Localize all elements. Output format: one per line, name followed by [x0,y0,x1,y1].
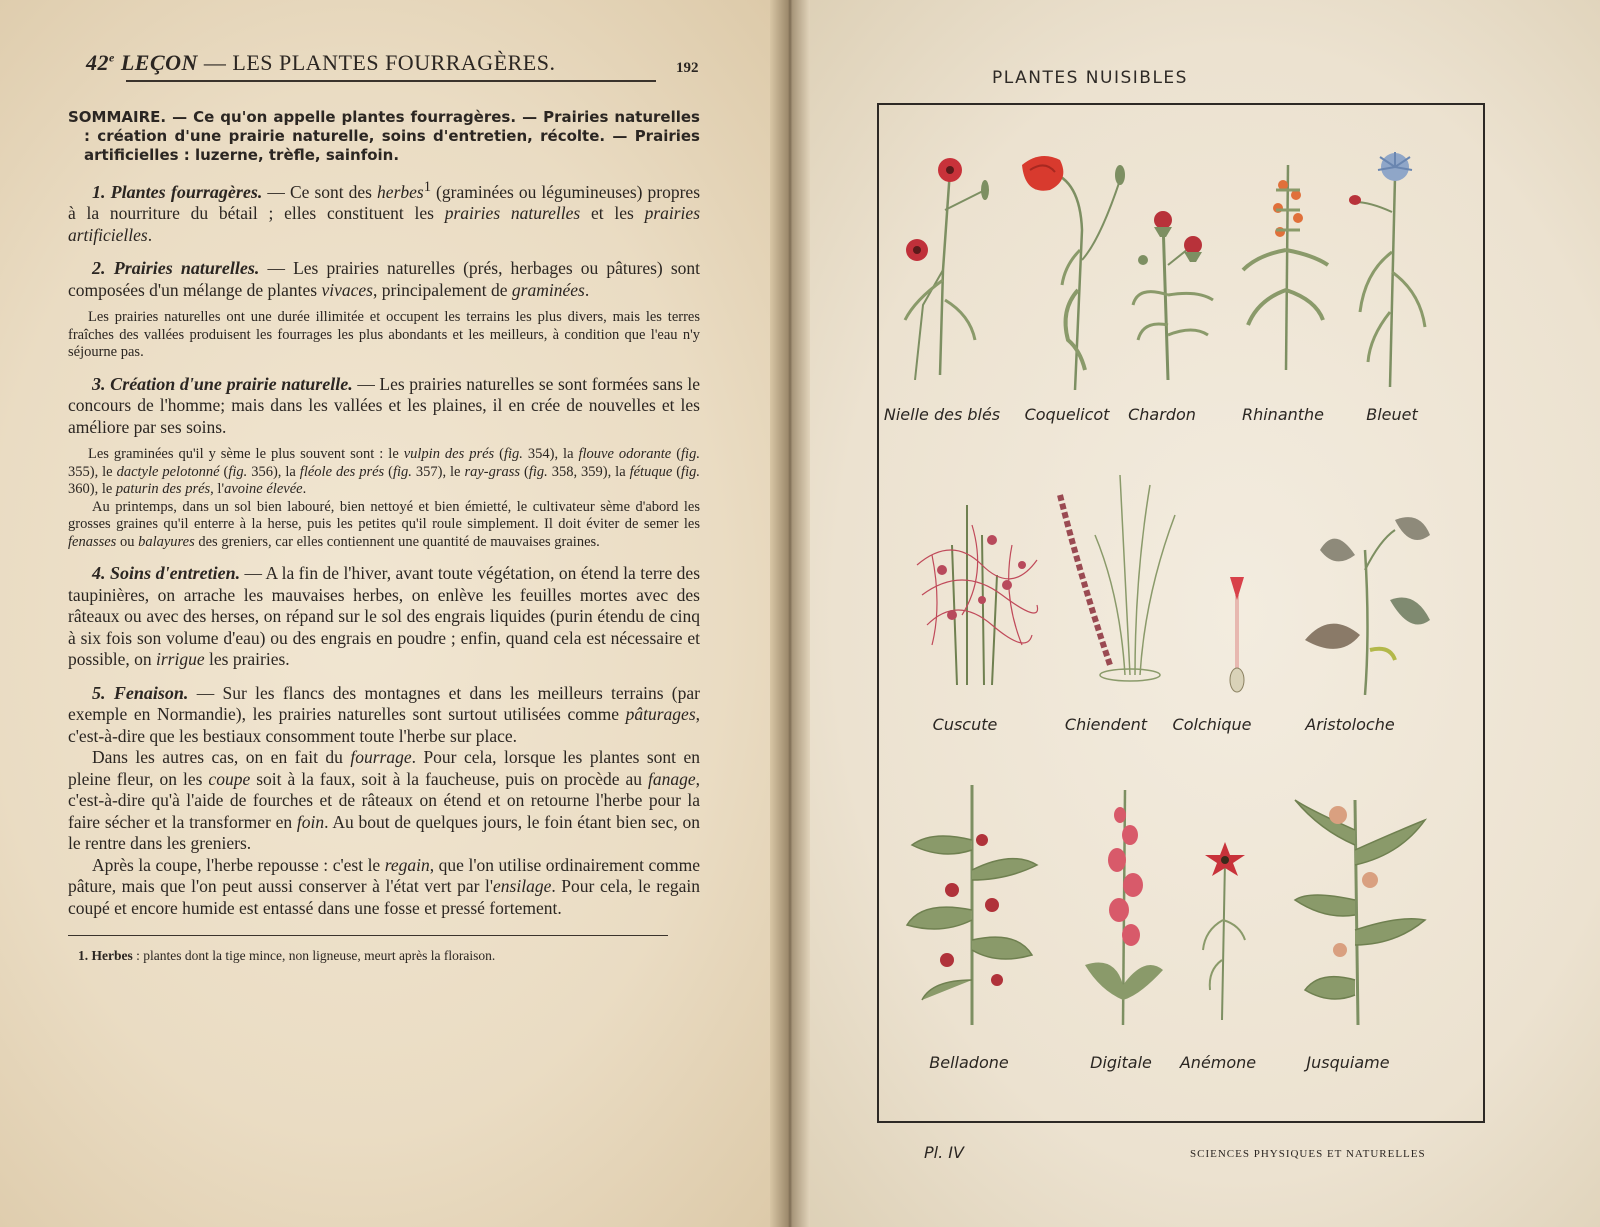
text-run: , c'est-à-dire que les bestiaux consomment toute l'herbe sur place. [68,704,700,746]
text-run: Après la coupe, l'herbe repousse : c'est le [92,854,385,875]
cuscute-illustration [912,495,1042,685]
plant-label-cuscute: Cuscute [932,715,998,734]
jusquiame-illustration [1290,790,1430,1025]
text-run: ( [520,463,529,480]
section-1-heading: 1. Plantes fourragères. [92,181,263,202]
footnote [68,948,700,964]
lesson-number-superscript: e [109,50,115,65]
lesson-body [68,108,700,964]
plant-label-anemone: Anémone [1179,1053,1257,1072]
book-gutter [770,0,810,1227]
plant-label-rhinanthe: Rhinanthe [1241,405,1325,424]
plate-footer: SCIENCES PHYSIQUES ET NATURELLES [1190,1148,1426,1160]
text-run: , principalement de [372,279,512,300]
section-3-note-2 [68,499,700,552]
italic-term: fétuque [629,463,673,480]
text-run: des greniers, car elles contiennent une quantité de mauvaises graines. [194,533,600,550]
italic-term: foin [296,811,325,832]
nielle-illustration [895,150,995,380]
text-run: , que l'on utilise ordinairement comme pâture, mais que l'on peut aussi conserver à l'état vert par l' [68,854,700,897]
text-run: — A la fin de l'hiver, avant toute végétation, on étend la terre des taupinières, on arrache les mauvaises herbes, on enlève les feuilles mortes avec des râteaux ou avec des herses, on répand sur le sol des engrais liquides (purin étendu de cinq à six fois son volume d'eau) ou des engrais en poudre ; enfin, quand cela est nécessaire et possible, on [68,563,701,670]
rhinanthe-illustration [1238,160,1338,370]
italic-term: prairies naturelles [444,203,581,224]
italic-term: fourrage [350,747,412,768]
italic-term: fig. [503,446,523,463]
section-1 [68,177,700,246]
section-5-paragraph-3 [68,855,700,920]
colchique-illustration [1222,575,1252,695]
section-4-heading: 4. Soins d'entretien. [92,563,241,584]
italic-term: fenasses [68,533,117,550]
text-run: ( [494,446,504,463]
italic-term: fig. [228,463,248,480]
text-run: ( [672,463,682,480]
sommaire-text: — Ce qu'on appelle plantes fourragères. — Prairies naturelles : création d'une prairie naturelle, soins d'entretien, récolte. — Prairies artificielles : luzerne, trèfle, sainfoin. [84,108,700,164]
footnote-text: : plantes dont la tige mince, non ligneuse, meurt après la floraison. [132,948,496,964]
text-run: ( [384,463,393,480]
belladone-illustration [902,780,1042,1025]
text-run: 360), le [68,481,116,498]
section-4 [68,563,700,671]
text-run: . [302,481,307,498]
plant-label-nielle-des-bles: Nielle des blés [883,405,1001,424]
plant-label-jusquiame: Jusquiame [1306,1053,1390,1072]
text-run: Dans les autres cas, on en fait du [92,747,351,768]
text-run: . Pour cela, le regain coupé et encore humide est entassé dans une fosse et pressé fortement. [68,876,700,918]
plant-label-digitale: Digitale [1090,1053,1152,1072]
sommaire [68,108,700,165]
italic-term: vulpin des prés [403,446,495,463]
aristoloche-illustration [1300,510,1445,695]
section-3-note-1 [68,446,700,499]
text-run: les prairies. [204,649,290,670]
text-run: 357), le [411,463,465,480]
text-run: — Ce sont des [262,181,378,202]
text-run: 356), la [247,463,300,480]
section-3 [68,374,700,439]
footnote-ref: 1 [423,179,431,195]
italic-term: fig. [528,463,548,480]
italic-term: fig. [681,446,700,463]
text-run: , c'est-à-dire qu'à l'aide de fourches et de râteaux on étend et on retourne l'herbe pour la faire sécher et la transformer en [68,768,700,832]
lesson-word: LEÇON [120,50,198,75]
digitale-illustration [1085,785,1165,1025]
plant-label-colchique: Colchique [1172,715,1252,734]
section-5 [68,683,700,748]
section-3-heading: 3. Création d'une prairie naturelle. [92,373,353,394]
italic-term: paturin des prés [115,481,211,498]
plant-label-chiendent: Chiendent [1064,715,1148,734]
plant-label-coquelicot: Coquelicot [1024,405,1110,424]
plant-label-belladone: Belladone [929,1053,1009,1072]
text-run: — Sur les flancs des montagnes et dans les meilleurs terrains (par exemple en Normandie), les prairies naturelles sont surtout utilisées comme [68,682,700,725]
text-run: . Pour cela, lorsque les plantes sont en pleine fleur, on les [68,747,700,789]
coquelicot-illustration [1010,150,1130,390]
text-run: ( [671,446,682,463]
text-run: — Les prairies naturelles se sont formées sans le concours de l'homme; mais dans les vallées et les plaines, il en crée de nouvelles et les améliore par ses soins. [68,373,700,437]
text-run: 354), la [522,446,579,463]
italic-term: flouve odorante [578,446,672,463]
page-number: 192 [676,60,699,76]
text-run: . [584,279,590,300]
lesson-heading [86,50,555,76]
section-5-paragraph-2 [68,747,700,855]
header-rule [126,80,656,82]
text-run: 355), le [68,463,117,480]
plant-label-bleuet: Bleuet [1366,405,1418,424]
italic-term: fig. [681,463,700,480]
text-run: Au printemps, dans un sol bien labouré, bien nettoyé et bien émietté, le cultivateur sème d'abord les grosses graines qu'il enterre à la herse, puis les petites qu'il roule simplement. Il doit éviter de semer les [68,498,700,533]
italic-term: fanage [647,768,696,789]
italic-term: fléole des prés [299,463,385,480]
lesson-title: — LES PLANTES FOURRAGÈRES. [197,50,556,75]
italic-term: ray-grass [464,463,521,480]
plate-number: Pl. IV [924,1143,964,1162]
italic-term: ensilage [493,876,552,897]
italic-term: herbes [377,181,424,202]
text-run: . Au bout de quelques jours, le foin étant bien sec, on le rentre dans les greniers. [68,811,700,854]
italic-term: balayures [138,533,195,550]
plant-label-chardon: Chardon [1128,405,1196,424]
text-run: 358, 359), la [547,463,630,480]
italic-term: fig. [392,463,412,480]
plant-label-aristoloche: Aristoloche [1305,715,1395,734]
section-2-note: Les prairies naturelles ont une durée illimitée et occupent les terrains les plus divers, mais les terres fraîches des vallées produisent les fourrages les plus abondants et les meilleurs, à condition que l'eau n'y séjourne pas. [68,309,700,361]
section-2-heading: 2. Prairies naturelles. [92,258,260,279]
text-run: et les [580,203,645,224]
bleuet-illustration [1340,152,1440,387]
italic-term: prairies artificielles [68,203,701,245]
footnote-term: Herbes [91,948,133,964]
text-run: ( [219,463,229,480]
text-run: — Les prairies naturelles (prés, herbages ou pâtures) sont composées d'un mélange de plantes [68,258,701,300]
text-run: ou [116,533,139,550]
text-run: , l' [210,481,225,498]
italic-term: coupe [208,768,251,789]
text-run: soit à la faux, soit à la faucheuse, puis on procède au [250,768,648,789]
footnote-rule [68,935,668,936]
italic-term: avoine élevée [224,481,303,498]
text-run: (graminées ou légumineuses) propres à la nourriture du bétail ; elles constituent les [68,181,700,224]
plate-title: PLANTES NUISIBLES [992,68,1188,88]
italic-term: pâturages [625,704,696,725]
chiendent-illustration [1050,475,1180,690]
italic-term: regain [384,854,430,875]
italic-term: dactyle pelotonné [116,463,220,480]
lesson-number: 42 [86,50,109,75]
anemone-illustration [1200,840,1250,1020]
sommaire-label: SOMMAIRE. [68,108,167,126]
chardon-illustration [1128,205,1228,380]
italic-term: vivaces [321,279,373,300]
section-2 [68,258,700,301]
left-page-header [86,50,706,90]
footnote-number: 1. [78,948,89,964]
italic-term: graminées [511,279,585,300]
text-run: . [147,224,153,245]
section-5-heading: 5. Fenaison. [92,682,189,703]
italic-term: irrigue [156,649,205,670]
text-run: Les graminées qu'il y sème le plus souvent sont : le [88,446,404,463]
